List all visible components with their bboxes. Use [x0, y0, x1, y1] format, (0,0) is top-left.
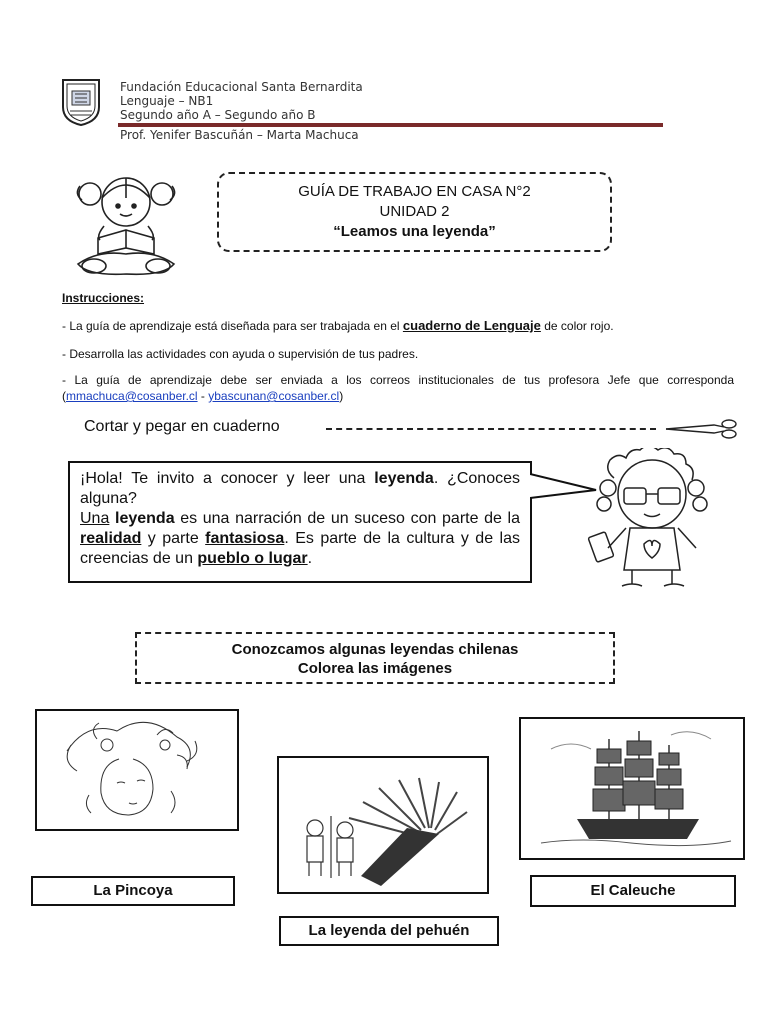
header-text: [120, 80, 363, 122]
worksheet-title-box: [217, 172, 612, 252]
instruction-3: [62, 372, 734, 404]
chilean-legends-title: Conozcamos algunas leyendas chilenas: [231, 641, 519, 658]
speech-text-una: Una: [80, 510, 110, 527]
email-separator: -: [197, 389, 209, 403]
color-images-instruction: Colorea las imágenes: [297, 660, 453, 677]
instructions-heading: Instrucciones:: [62, 291, 145, 305]
reading-child-illustration: [64, 168, 190, 278]
speech-paragraph-2: [80, 509, 520, 569]
unit-title: UNIDAD 2: [379, 203, 450, 220]
speech-text-1c: . ¿Conoces alguna?: [80, 470, 520, 507]
speech-text-2i: .: [307, 550, 313, 567]
lesson-title: “Leamos una leyenda”: [333, 223, 496, 240]
speech-paragraph-1: [80, 469, 520, 509]
speech-keyword-fantasiosa: fantasiosa: [205, 530, 285, 547]
scissors-icon: [664, 417, 738, 441]
speech-keyword-leyenda: leyenda: [374, 470, 434, 487]
speech-text-2g: . Es parte de la cultura y de las creencias de un: [80, 530, 520, 567]
speech-keyword-pueblo: pueblo o lugar: [197, 550, 308, 567]
speech-keyword-leyenda-2: leyenda: [115, 510, 175, 527]
subject-name: Lenguaje – NB1: [120, 94, 214, 108]
teacher-names: Prof. Yenifer Bascuñán – Marta Machuca: [120, 128, 359, 142]
school-crest-logo: [60, 77, 102, 127]
label-la-leyenda-del-pehuen: La leyenda del pehuén: [279, 916, 499, 946]
header-divider: [118, 123, 663, 127]
instruction-1-end: de color rojo.: [540, 319, 614, 333]
caleuche-image: [519, 717, 745, 860]
cut-line: [326, 428, 656, 432]
instruction-3-text: - La guía de aprendizaje debe ser enviada a los correos institucionales de tus profesora Jefe que corresponda (: [62, 373, 734, 403]
worksheet-title: GUÍA DE TRABAJO EN CASA N°2: [298, 183, 531, 200]
email-link-bascunan[interactable]: ybascunan@cosanber.cl: [208, 389, 340, 403]
label-la-pincoya: La Pincoya: [31, 876, 235, 906]
speech-text-1a: ¡Hola! Te invito a conocer y leer una: [80, 470, 375, 487]
label-el-caleuche: El Caleuche: [530, 875, 736, 907]
pincoya-image: [35, 709, 239, 831]
pehuen-image: [277, 756, 489, 894]
girl-with-glasses-illustration: [568, 448, 736, 593]
speech-bubble: [68, 461, 532, 583]
instruction-1-text: - La guía de aprendizaje está diseñada para ser trabajada en el: [62, 319, 403, 333]
instruction-3-end: ): [339, 389, 344, 403]
speech-text-2c: es una narración de un suceso con parte de la: [174, 510, 520, 527]
chilean-legends-box: [135, 632, 615, 684]
speech-text-2e: y parte: [141, 530, 206, 547]
email-link-machuca[interactable]: mmachuca@cosanber.cl: [66, 389, 198, 403]
foundation-name: Fundación Educacional Santa Bernardita: [120, 80, 363, 94]
instruction-1: [62, 318, 734, 334]
cut-and-paste-label: Cortar y pegar en cuaderno: [84, 418, 280, 435]
notebook-emphasis: cuaderno de Lenguaje: [402, 318, 541, 333]
course-names: Segundo año A – Segundo año B: [120, 108, 316, 122]
speech-keyword-realidad: realidad: [80, 530, 142, 547]
instruction-2: - Desarrolla las actividades con ayuda o supervisión de tus padres.: [62, 347, 419, 361]
